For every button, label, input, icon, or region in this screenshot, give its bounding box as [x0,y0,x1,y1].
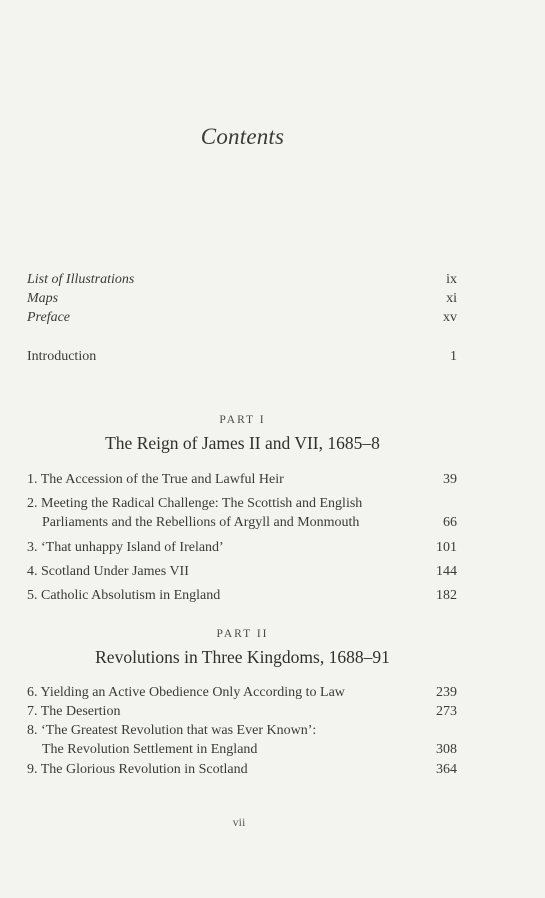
toc-entry-label: List of Illustrations [27,272,135,287]
toc-entry-label: 9. The Glorious Revolution in Scotland [27,762,248,777]
toc-entry-label: 7. The Desertion [27,704,121,719]
toc-entry-page: xv [443,310,457,325]
toc-entry-page: 66 [443,515,457,530]
toc-entry-label-continued: Parliaments and the Rebellions of Argyll and Monmouth [42,515,360,530]
toc-entry-page: xi [446,291,457,306]
toc-entry-label: 2. Meeting the Radical Challenge: The Scottish and English [27,496,363,511]
toc-entry-page: 182 [436,588,457,603]
page-title: Contents [200,124,285,149]
toc-entry-chapter-8[interactable] [27,721,457,759]
toc-entry-chapter-2[interactable] [27,494,457,532]
toc-entry-page: 273 [436,704,457,719]
toc-entry-page: 39 [443,472,457,487]
toc-entry-label: Maps [27,291,59,306]
toc-entry-label: 4. Scotland Under James VII [27,564,189,579]
toc-entry-page: 364 [436,762,457,777]
part-1-title: The Reign of James II and VII, 1685–8 [105,433,380,453]
toc-entry-label: 6. Yielding an Active Obedience Only According to Law [27,685,345,700]
part-1-label: PART I [219,414,266,426]
toc-entry-page: 101 [436,540,457,555]
toc-entry-label-continued: The Revolution Settlement in England [42,742,258,757]
toc-entry-label: 5. Catholic Absolutism in England [27,588,221,603]
toc-entry-label: 1. The Accession of the True and Lawful Heir [27,472,284,487]
toc-entry-label: Introduction [27,349,97,364]
toc-entry-label: Preface [27,310,71,325]
toc-entry-page: 308 [436,742,457,757]
toc-entry-page: 1 [450,349,457,364]
toc-entry-page: ix [446,272,457,287]
toc-entry-page: 239 [436,685,457,700]
page-number: vii [232,815,246,829]
toc-entry-label: 3. ‘That unhappy Island of Ireland’ [27,540,224,555]
part-2-title: Revolutions in Three Kingdoms, 1688–91 [95,647,390,667]
toc-entry-label: 8. ‘The Greatest Revolution that was Ever Known’: [27,723,317,738]
toc-entry-page: 144 [436,564,457,579]
part-2-label: PART II [216,628,269,640]
